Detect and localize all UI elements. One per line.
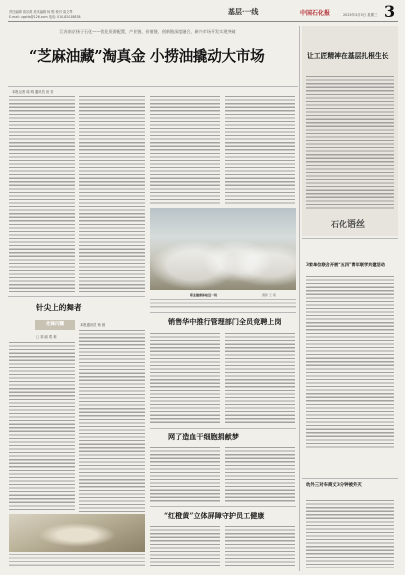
story2-divider: [150, 312, 296, 313]
main-photo-cutline: [150, 299, 296, 309]
sidebar-text: [306, 76, 394, 210]
left-feature-tag: 先锋闪耀: [35, 320, 75, 330]
lead-deck: 江苏南京扬子石化——优化资源配置，产业链、价值链、创新链深度融合，新兴市场开发实现突破: [59, 29, 236, 34]
left-feature-photo-cutline: [9, 554, 145, 568]
sidebar-item1-text: [306, 276, 394, 450]
story3-text-col-1: [150, 447, 220, 503]
main-photo-credit: 摄影 王 刚: [262, 293, 276, 297]
sidebar-headline: 让工匠精神在基层扎根生长: [307, 52, 389, 60]
left-feature-text-1: [9, 342, 75, 512]
sidebar-logo-b: 语丝: [347, 220, 366, 230]
story2-text-col-1: [150, 333, 220, 425]
lead-headline: “芝麻油藏”淘真金 小捞油撬动大市场: [29, 48, 265, 65]
lead-divider: [8, 86, 298, 87]
left-feature-text-2: [79, 330, 145, 512]
sidebar-item1-headline: 3家单位联合开展“五四”青年联学共建活动: [306, 262, 385, 267]
section-title: 基层·一线: [228, 7, 259, 16]
lead-byline: 本报记者 周 明 通讯员 田 芳: [12, 90, 54, 94]
story4-divider: [150, 506, 296, 507]
left-divider: [8, 296, 145, 297]
editor-info: 责任编辑 周乐燕 美术编辑 杨 程 校对 周文琴: [9, 10, 73, 14]
main-photo: [150, 208, 296, 290]
left-feature-author: □ 刘 丽 郑 莉: [36, 335, 57, 339]
story2-headline: 销售华中推行管理部门全员竞聘上岗: [168, 317, 282, 326]
story3-headline: 网了造血干细胞捐献梦: [168, 432, 239, 441]
paper-logo: 中国石化报: [300, 10, 331, 17]
lead-text-col-1: [9, 96, 75, 292]
sidebar-logo-a: 石化: [331, 219, 347, 229]
lead-text-col-4: [225, 96, 295, 204]
story4-text-col-1: [150, 526, 220, 568]
issue-date: 2025年3月5日 星期三: [343, 13, 378, 17]
sidebar-separator: [299, 26, 300, 571]
story2-text-col-2: [225, 333, 295, 425]
sidebar-item2-headline: 幼外三对车商丈3分钟被外灭: [306, 483, 362, 488]
lead-text-col-2: [79, 96, 145, 292]
masthead-rule: [8, 21, 398, 22]
left-feature-headline: 针尖上的舞者: [36, 303, 82, 312]
left-feature-byline: 本报通讯员 杨 晨: [80, 323, 106, 327]
sidebar-logo: [331, 217, 365, 230]
story4-headline: “红橙黄”立体屏障守护员工健康: [164, 511, 265, 520]
sidebar-divider-1: [302, 238, 398, 239]
story3-text-col-2: [225, 447, 295, 503]
story4-text-col-2: [225, 526, 295, 568]
left-feature-photo: [9, 514, 145, 552]
page-number: 3: [384, 2, 396, 21]
main-photo-caption: 职业健康体检进一线: [190, 293, 218, 297]
story3-divider: [150, 428, 296, 429]
lead-text-col-3: [150, 96, 220, 204]
sidebar-item2-text: [306, 500, 394, 568]
contact-info: E-mail: zgshb@126.com 电话: 010-82018838: [9, 15, 81, 19]
sidebar-divider-2: [302, 478, 398, 479]
